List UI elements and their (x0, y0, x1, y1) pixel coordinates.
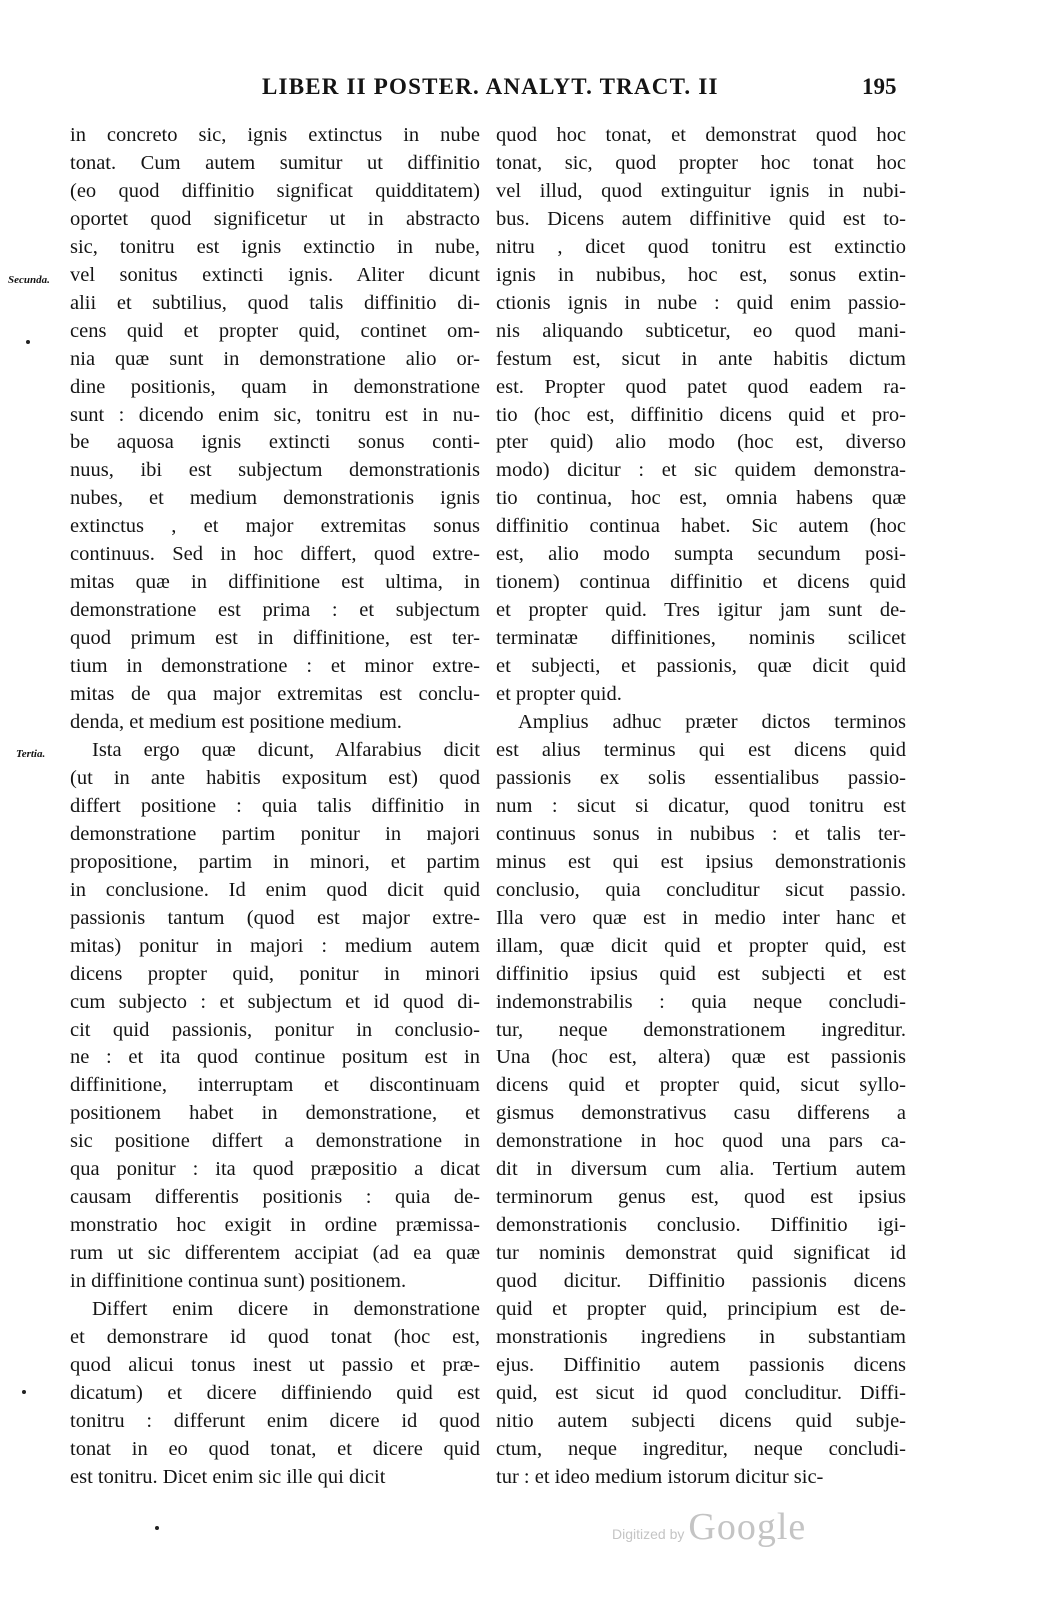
text-line: terminatæ diffinitiones, nominis scilicet (496, 627, 906, 650)
text-line: terminorum genus est, quod est ipsius (496, 1186, 906, 1209)
text-line: alii et subtilius, quod talis diffinitio di- (70, 291, 480, 314)
right-paragraph-1 (496, 122, 906, 709)
left-paragraph-2 (70, 737, 480, 1296)
text-line: denda, et medium est positione medium. (70, 711, 402, 734)
text-line: dit in diversum cum alia. Tertium autem (496, 1158, 906, 1181)
margin-speck (155, 1526, 159, 1530)
text-line: sic, tonitru est ignis extinctio in nube, (70, 235, 480, 258)
text-line: (eo quod diffinitio significat quidditatem) (70, 179, 480, 202)
text-line: demonstratione est prima : et subjectum (70, 599, 480, 622)
text-line: mitas) ponitur in majori : medium autem (70, 934, 480, 957)
text-line: propositione, partim in minori, et partim (70, 850, 480, 873)
text-line: causam differentis positionis : quia de- (70, 1186, 480, 1209)
text-line: bus. Dicens autem diffinitive quid est to- (496, 207, 906, 230)
text-line: Una (hoc est, altera) quæ est passionis (496, 1046, 906, 1069)
text-line: (ut in ante habitis expositum est) quod (70, 766, 480, 789)
text-line: quod alicui tonus inest ut passio et præ- (70, 1353, 480, 1376)
watermark-prefix: Digitized by (612, 1526, 685, 1542)
text-line: nia quæ sunt in demonstratione alio or- (70, 347, 480, 370)
text-line: quid, est sicut id quod concluditur. Diffi- (496, 1381, 906, 1404)
text-line: est alius terminus qui est dicens quid (496, 738, 906, 761)
text-line: demonstratione in hoc quod una pars ca- (496, 1130, 906, 1153)
google-logo: Google (688, 1506, 807, 1548)
text-line: ne : et ita quod continue positum est in (70, 1046, 480, 1069)
text-line: tonat. Cum autem sumitur ut diffinitio (70, 151, 480, 174)
left-paragraph-1 (70, 122, 480, 737)
text-line: cum subjecto : et subjectum et id quod di- (70, 990, 480, 1013)
text-line: et propter quid. Tres igitur jam sunt de- (496, 599, 906, 622)
text-line: Illa vero quæ est in medio inter hanc et (496, 906, 906, 929)
text-line: continuus. Sed in hoc differt, quod extre- (70, 543, 480, 566)
text-line: vel sonitus extincti ignis. Aliter dicunt (70, 263, 480, 286)
text-line: tur nominis demonstrat quid significat id (496, 1242, 906, 1265)
text-line: quod hoc tonat, et demonstrat quod hoc (496, 124, 906, 146)
text-line: tium in demonstratione : et minor extre- (70, 655, 480, 678)
margin-note-secunda: Secunda. (8, 274, 50, 286)
text-line: diffinitione, interruptam et discontinuam (70, 1074, 480, 1097)
text-line: ctum, neque ingreditur, neque concludi- (496, 1437, 906, 1460)
text-line: sic positione differt a demonstratione in (70, 1130, 480, 1153)
text-line: Differt enim dicere in demonstratione (92, 1298, 480, 1321)
text-line: nitru , dicet quod tonitru est extinctio (496, 235, 906, 258)
margin-speck (26, 340, 30, 344)
text-line: quod primum est in diffinitione, est ter- (70, 627, 480, 650)
text-line: Ista ergo quæ dicunt, Alfarabius dicit (92, 738, 480, 761)
text-line: tur, neque demonstrationem ingreditur. (496, 1018, 906, 1041)
left-column (70, 122, 480, 1492)
text-line: in conclusione. Id enim quod dicit quid (70, 878, 480, 901)
text-line: tonat, sic, quod propter hoc tonat hoc (496, 151, 906, 174)
margin-speck (22, 1390, 26, 1394)
text-line: passionis ex solis essentialibus passio- (496, 766, 906, 789)
text-line: dicens propter quid, ponitur in minori (70, 962, 480, 985)
left-paragraph-3 (70, 1296, 480, 1492)
text-line: nitio autem subjecti dicens quid subje- (496, 1409, 906, 1432)
text-line: tionem) continua diffinitio et dicens quid (496, 571, 906, 594)
text-line: est. Propter quod patet quod eadem ra- (496, 375, 906, 398)
text-line: tonat in eo quod tonat, et dicere quid (70, 1437, 480, 1460)
right-column (496, 122, 906, 1492)
text-line: num : sicut si dicatur, quod tonitru est (496, 794, 906, 817)
text-line: dine positionis, quam in demonstratione (70, 375, 480, 398)
text-line: tio (hoc est, diffinitio dicens quid et pro- (496, 403, 906, 426)
text-line: vel illud, quod extinguitur ignis in nubi- (496, 179, 906, 202)
text-line: extinctus , et major extremitas sonus (70, 515, 480, 538)
text-line: ignis in nubibus, hoc est, sonus extin- (496, 263, 906, 286)
text-line: oportet quod significetur ut in abstracto (70, 207, 480, 230)
text-line: monstrationis ingrediens in substantiam (496, 1325, 906, 1348)
text-line: diffinitio continua habet. Sic autem (hoc (496, 515, 906, 538)
text-line: nubes, et medium demonstrationis ignis (70, 487, 480, 510)
text-line: differt positione : quia talis diffinitio in (70, 794, 480, 817)
text-line: indemonstrabilis : quia neque concludi- (496, 990, 906, 1013)
digitized-by-google-watermark (612, 1505, 806, 1549)
text-line: demonstrationis conclusio. Diffinitio igi- (496, 1214, 906, 1237)
text-line: dicatum) et dicere diffiniendo quid est (70, 1381, 480, 1404)
running-title: LIBER II POSTER. ANALYT. TRACT. II (262, 74, 719, 99)
text-line: in diffinitione continua sunt) positionem. (70, 1270, 407, 1293)
text-line: ctionis ignis in nube : quid enim passio- (496, 291, 906, 314)
text-line: conclusio, quia concluditur sicut passio. (496, 878, 906, 901)
text-line: rum ut sic differentem accipiat (ad ea quæ (70, 1242, 480, 1265)
text-line: mitas quæ in diffinitione est ultima, in (70, 571, 480, 594)
text-line: ejus. Diffinitio autem passionis dicens (496, 1353, 906, 1376)
text-line: be aquosa ignis extincti sonus conti- (70, 431, 480, 454)
text-line: modo) dicitur : et sic quidem demonstra- (496, 459, 906, 482)
text-line: positionem habet in demonstratione, et (70, 1102, 480, 1125)
text-line: est, alio modo sumpta secundum posi- (496, 543, 906, 566)
page-number: 195 (862, 74, 897, 99)
text-line: et propter quid. (496, 683, 622, 706)
text-line: in concreto sic, ignis extinctus in nube (70, 124, 480, 146)
text-line: Amplius adhuc præter dictos terminos (518, 711, 906, 734)
text-line: tio continua, hoc est, omnia habens quæ (496, 487, 906, 510)
text-line: est tonitru. Dicet enim sic ille qui dicit (70, 1465, 386, 1488)
text-line: et subjecti, et passionis, quæ dicit quid (496, 655, 906, 678)
text-line: minus est qui est ipsius demonstrationis (496, 850, 906, 873)
right-paragraph-2 (496, 709, 906, 1492)
text-line: monstratio hoc exigit in ordine præmissa- (70, 1214, 480, 1237)
text-line: demonstratione partim ponitur in majori (70, 822, 480, 845)
text-line: quid et propter quid, principium est de- (496, 1298, 906, 1321)
margin-note-tertia: Tertia. (16, 748, 46, 760)
text-line: passionis tantum (quod est major extre- (70, 906, 480, 929)
text-line: mitas de qua major extremitas est conclu- (70, 683, 480, 706)
text-line: festum est, sicut in ante habitis dictum (496, 347, 906, 370)
text-line: pter quid) alio modo (hoc est, diverso (496, 431, 906, 454)
text-line: continuus sonus in nubibus : et talis ter- (496, 822, 906, 845)
text-line: et demonstrare id quod tonat (hoc est, (70, 1325, 480, 1348)
text-line: dicens quid et propter quid, sicut syllo- (496, 1074, 906, 1097)
text-line: illam, quæ dicit quid et propter quid, est (496, 934, 906, 957)
text-line: quod dicitur. Diffinitio passionis dicens (496, 1270, 906, 1293)
text-line: tonitru : differunt enim dicere id quod (70, 1409, 480, 1432)
text-line: sunt : dicendo enim sic, tonitru est in nu- (70, 403, 480, 426)
text-line: nis aliquando subticetur, eo quod mani- (496, 319, 906, 342)
text-line: cens quid et propter quid, continet om- (70, 319, 480, 342)
text-line: diffinitio ipsius quid est subjecti et est (496, 962, 906, 985)
text-line: cit quid passionis, ponitur in conclusio- (70, 1018, 480, 1041)
text-line: tur : et ideo medium istorum dicitur sic- (496, 1465, 824, 1488)
text-line: qua ponitur : ita quod præpositio a dicat (70, 1158, 480, 1181)
text-line: nuus, ibi est subjectum demonstrationis (70, 459, 480, 482)
text-line: gismus demonstrativus casu differens a (496, 1102, 906, 1125)
